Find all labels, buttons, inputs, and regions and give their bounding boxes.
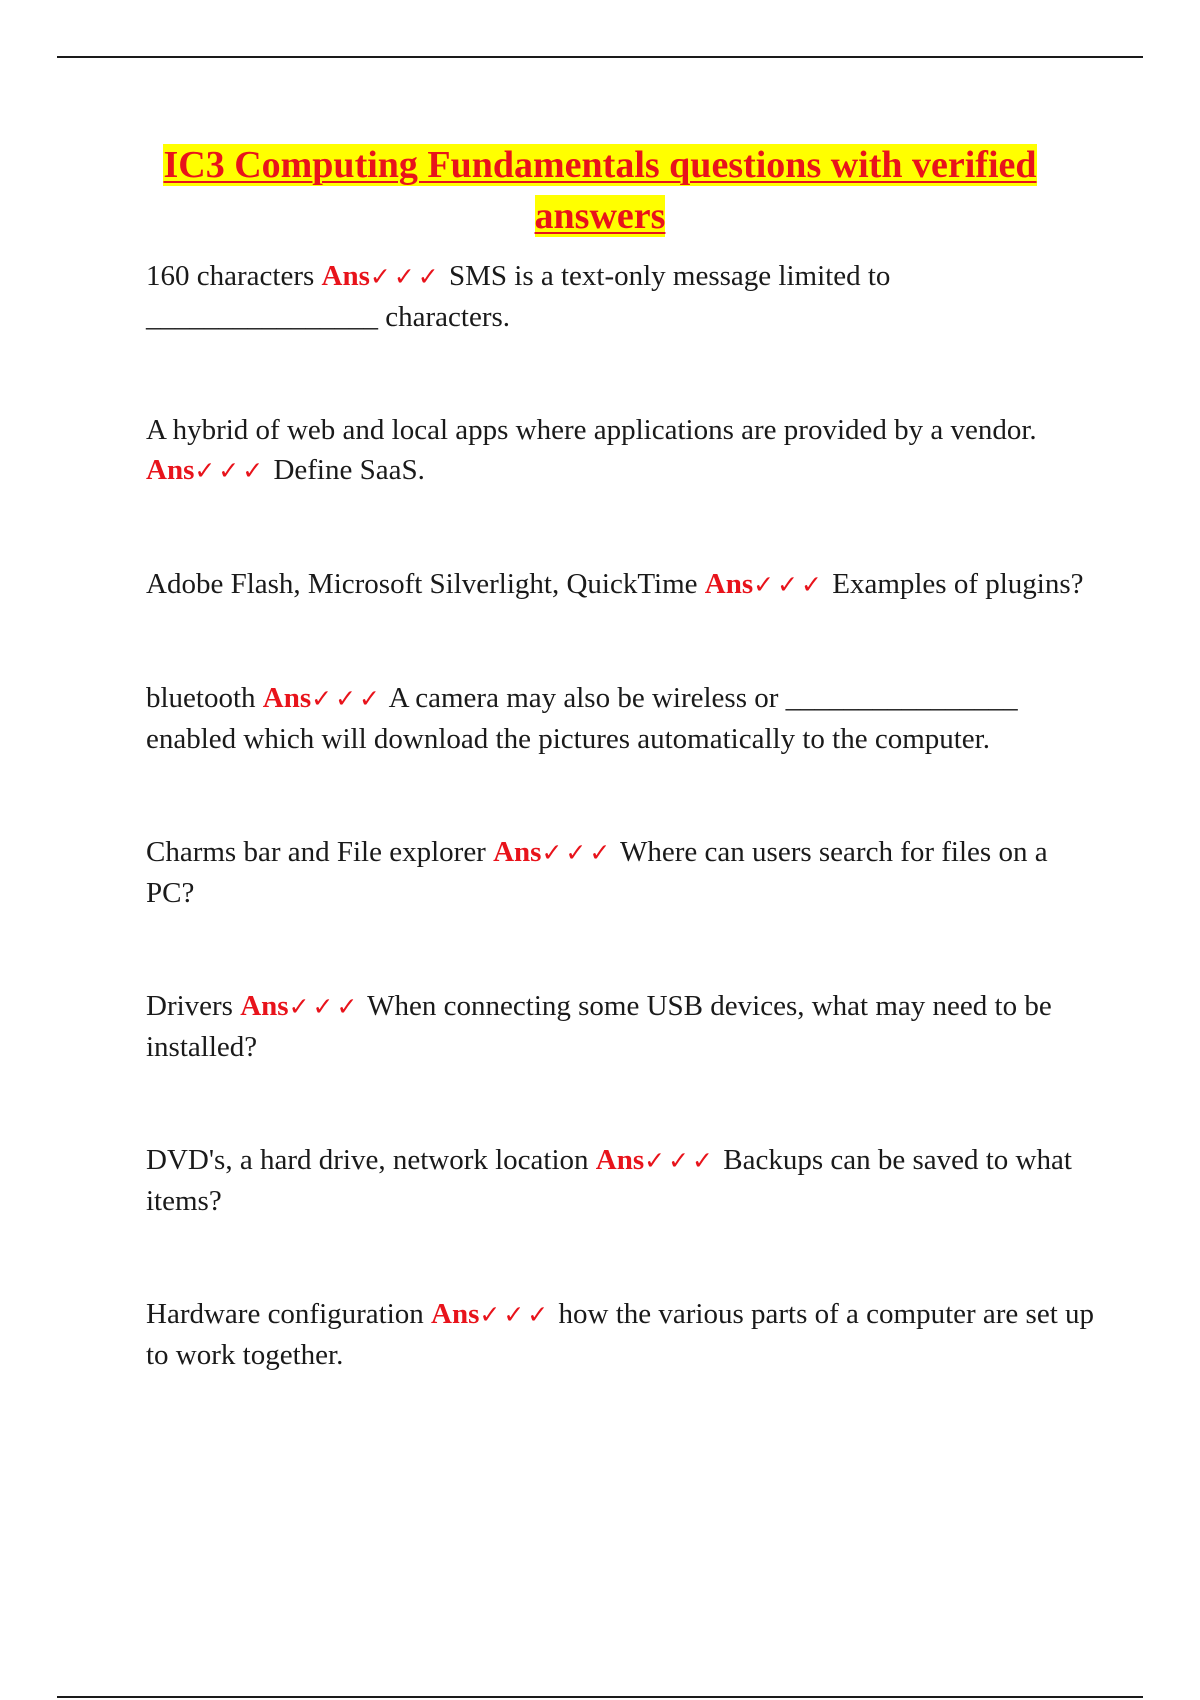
qa-item xyxy=(146,256,1096,337)
answer-marker: Ans xyxy=(493,836,542,868)
qa-list xyxy=(146,256,1096,1375)
qa-item xyxy=(146,1140,1096,1221)
qa-definition: SMS is a text-only message limited to ________________ characters. xyxy=(146,260,891,333)
answer-marker: Ans xyxy=(595,1144,645,1176)
qa-term: Hardware configuration xyxy=(146,1298,424,1330)
answer-marker: Ans xyxy=(146,454,195,486)
document-title xyxy=(120,140,1080,242)
qa-term: A hybrid of web and local apps where applications are provided by a vendor. xyxy=(146,414,1037,446)
qa-item xyxy=(146,564,1096,605)
checkmark-icon: ✓✓✓ xyxy=(194,456,267,485)
checkmark-icon: ✓✓✓ xyxy=(311,684,383,713)
qa-definition: how the various parts of a computer are set up to work together. xyxy=(146,1298,1095,1371)
checkmark-icon: ✓✓✓ xyxy=(479,1300,552,1329)
checkmark-icon: ✓✓✓ xyxy=(288,992,361,1021)
qa-definition: Backups can be saved to what items? xyxy=(146,1144,1072,1217)
document-title-text: IC3 Computing Fundamentals questions with verified answers xyxy=(163,144,1037,237)
qa-item xyxy=(146,832,1096,913)
checkmark-icon: ✓✓✓ xyxy=(644,1146,716,1175)
answer-marker: Ans xyxy=(321,260,370,292)
qa-definition: Examples of plugins? xyxy=(832,568,1084,600)
qa-term: DVD's, a hard drive, network location xyxy=(146,1144,589,1176)
checkmark-icon: ✓✓✓ xyxy=(753,570,825,599)
top-rule xyxy=(57,56,1143,58)
answer-marker: Ans xyxy=(431,1298,480,1330)
answer-marker: Ans xyxy=(704,568,754,600)
qa-definition: When connecting some USB devices, what may need to be installed? xyxy=(146,990,1052,1063)
qa-term: Charms bar and File explorer xyxy=(146,836,486,868)
qa-item xyxy=(146,986,1096,1067)
qa-item xyxy=(146,410,1096,491)
qa-term: 160 characters xyxy=(146,260,315,292)
qa-item xyxy=(146,678,1096,759)
bottom-rule xyxy=(57,1696,1143,1698)
qa-definition: Where can users search for files on a PC? xyxy=(146,836,1048,909)
answer-marker: Ans xyxy=(262,682,312,714)
qa-term: Adobe Flash, Microsoft Silverlight, QuickTime xyxy=(146,568,698,600)
qa-term: bluetooth xyxy=(146,682,256,714)
checkmark-icon: ✓✓✓ xyxy=(369,262,442,291)
qa-definition: Define SaaS. xyxy=(273,454,425,486)
qa-item xyxy=(146,1294,1096,1375)
answer-marker: Ans xyxy=(240,990,289,1022)
qa-term: Drivers xyxy=(146,990,233,1022)
qa-definition: A camera may also be wireless or ________________ enabled which will download the pictures automatically to the computer. xyxy=(146,682,1018,755)
checkmark-icon: ✓✓✓ xyxy=(541,838,614,867)
